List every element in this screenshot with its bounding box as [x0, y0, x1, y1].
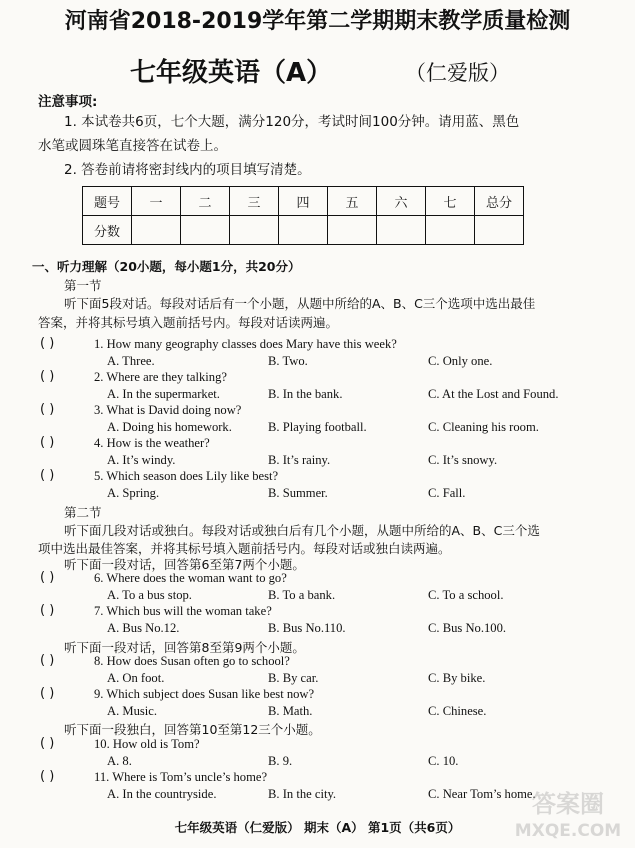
score-table-header-row [83, 187, 524, 216]
option-a: A. Doing his homework. [107, 420, 232, 434]
answer-bracket[interactable]: ( ) [40, 435, 55, 450]
table-cell: 二 [181, 187, 230, 216]
option-a: A. 8. [107, 754, 132, 768]
option-a: A. Music. [107, 704, 158, 718]
question-stem: 11. Where is Tom’s uncle’s home? [94, 770, 268, 784]
option-c: C. By bike. [428, 671, 486, 685]
question-stem: 10. How old is Tom? [94, 737, 200, 751]
score-input-cell[interactable] [377, 216, 426, 245]
answer-bracket[interactable]: ( ) [40, 468, 55, 483]
subsection-instruction: 听下面一段对话，回答第8至第9两个小题。 [64, 640, 305, 655]
question-stem: 8. How does Susan often go to school? [94, 654, 290, 668]
score-input-cell[interactable] [328, 216, 377, 245]
option-c: C. 10. [428, 754, 459, 768]
option-a: A. Bus No.12. [107, 621, 180, 635]
watermark-top-text: 答案圈 [532, 790, 604, 818]
table-cell: 分数 [83, 216, 132, 245]
option-c: C. Cleaning his room. [428, 420, 539, 434]
option-b: B. Summer. [268, 486, 328, 500]
option-a: A. On foot. [107, 671, 165, 685]
subsection-instruction: 听下面一段对话，回答第6至第7两个小题。 [64, 557, 305, 572]
option-b: B. By car. [268, 671, 319, 685]
option-c: C. Near Tom’s home. [428, 787, 536, 801]
answer-bracket[interactable]: ( ) [40, 570, 55, 585]
option-b: B. Playing football. [268, 420, 367, 434]
note-item-1-line-2: 水笔或圆珠笔直接答在试卷上。 [38, 138, 227, 154]
question-stem: 9. Which subject does Susan like best now? [94, 687, 315, 701]
table-cell: 总分 [475, 187, 524, 216]
option-a: A. It’s windy. [107, 453, 176, 467]
section-1-instructions-line-2: 答案，并将其标号填入题前括号内。每段对话读两遍。 [38, 315, 339, 330]
section-1-title: 第一节 [64, 278, 102, 293]
watermark-bottom-text: MXQE.COM [514, 821, 622, 841]
section-2-instructions-line-1: 听下面几段对话或独白。每段对话或独白后有几个小题，从题中所给的A、B、C三个选 [64, 523, 540, 538]
page-title: 河南省2018-2019学年第二学期期末教学质量检测 [64, 9, 571, 34]
score-input-cell[interactable] [181, 216, 230, 245]
score-input-cell[interactable] [426, 216, 475, 245]
score-table-score-row [83, 216, 524, 245]
section-2-instructions-line-2: 项中选出最佳答案，并将其标号填入题前括号内。每段对话或独白读两遍。 [38, 541, 451, 556]
part-1-heading: 一、听力理解（20小题，每小题1分，共20分） [32, 259, 301, 274]
subsection-instruction: 听下面一段独白，回答第10至第12三个小题。 [64, 722, 321, 737]
answer-bracket[interactable]: ( ) [40, 736, 55, 751]
answer-bracket[interactable]: ( ) [40, 336, 55, 351]
answer-bracket[interactable]: ( ) [40, 402, 55, 417]
notes-heading: 注意事项: [38, 94, 98, 110]
score-input-cell[interactable] [475, 216, 524, 245]
note-item-1-line-1: 1. 本试卷共6页，七个大题，满分120分，考试时间100分钟。请用蓝、黑色 [64, 114, 520, 130]
section-1-instructions-line-1: 听下面5段对话。每段对话后有一个小题，从题中所给的A、B、C三个选项中选出最佳 [64, 296, 536, 311]
option-c: C. Chinese. [428, 704, 487, 718]
option-b: B. Two. [268, 354, 308, 368]
option-a: A. Spring. [107, 486, 160, 500]
option-b: B. Math. [268, 704, 313, 718]
table-cell: 一 [132, 187, 181, 216]
option-c: C. To a school. [428, 588, 504, 602]
answer-bracket[interactable]: ( ) [40, 769, 55, 784]
table-cell: 五 [328, 187, 377, 216]
question-stem: 3. What is David doing now? [94, 403, 242, 417]
option-c: C. Bus No.100. [428, 621, 507, 635]
option-b: B. In the city. [268, 787, 337, 801]
option-c: C. It’s snowy. [428, 453, 498, 467]
table-cell: 七 [426, 187, 475, 216]
table-cell: 六 [377, 187, 426, 216]
edition-label: （仁爱版） [405, 61, 510, 85]
answer-bracket[interactable]: ( ) [40, 369, 55, 384]
table-cell: 三 [230, 187, 279, 216]
question-stem: 4. How is the weather? [94, 436, 210, 450]
section-2-title: 第二节 [64, 505, 102, 520]
option-c: C. Only one. [428, 354, 493, 368]
question-stem: 6. Where does the woman want to go? [94, 571, 287, 585]
option-a: A. In the countryside. [107, 787, 217, 801]
answer-bracket[interactable]: ( ) [40, 603, 55, 618]
question-stem: 7. Which bus will the woman take? [94, 604, 272, 618]
question-stem: 2. Where are they talking? [94, 370, 227, 384]
option-c: C. At the Lost and Found. [428, 387, 559, 401]
table-cell: 题号 [83, 187, 132, 216]
answer-bracket[interactable]: ( ) [40, 653, 55, 668]
option-b: B. Bus No.110. [268, 621, 346, 635]
option-b: B. It’s rainy. [268, 453, 331, 467]
option-a: A. Three. [107, 354, 155, 368]
option-c: C. Fall. [428, 486, 466, 500]
score-input-cell[interactable] [230, 216, 279, 245]
question-stem: 5. Which season does Lily like best? [94, 469, 279, 483]
answer-bracket[interactable]: ( ) [40, 686, 55, 701]
option-a: A. In the supermarket. [107, 387, 220, 401]
option-a: A. To a bus stop. [107, 588, 192, 602]
option-b: B. In the bank. [268, 387, 343, 401]
watermark-logo [509, 782, 627, 842]
page-footer: 七年级英语（仁爱版） 期末（A） 第1页（共6页） [174, 820, 461, 835]
score-table [82, 186, 524, 245]
score-input-cell[interactable] [279, 216, 328, 245]
note-item-2: 2. 答卷前请将密封线内的项目填写清楚。 [64, 162, 311, 178]
table-cell: 四 [279, 187, 328, 216]
score-input-cell[interactable] [132, 216, 181, 245]
option-b: B. To a bank. [268, 588, 336, 602]
question-stem: 1. How many geography classes does Mary have this week? [94, 337, 397, 351]
exam-subtitle: 七年级英语（A） [130, 58, 333, 88]
option-b: B. 9. [268, 754, 293, 768]
